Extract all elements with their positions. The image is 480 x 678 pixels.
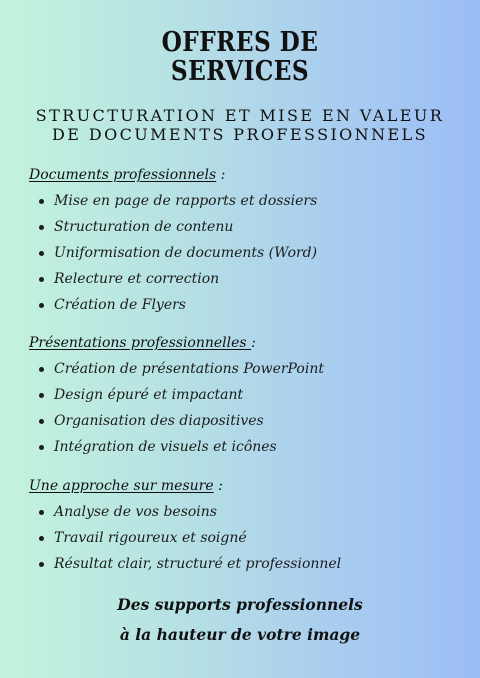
bullet-icon xyxy=(39,419,44,424)
list-presentations xyxy=(39,360,324,464)
bullet-icon xyxy=(39,510,44,515)
bullet-icon xyxy=(39,445,44,450)
bullet-icon xyxy=(39,536,44,541)
list-item xyxy=(39,296,317,322)
bullet-icon xyxy=(39,562,44,567)
list-item xyxy=(39,192,317,218)
closing-line-1: Des supports professionnels xyxy=(117,595,363,614)
section-heading-text: Présentations professionnelles xyxy=(29,335,252,351)
bullet-icon xyxy=(39,367,44,372)
section-heading-text: Une approche sur mesure xyxy=(29,478,214,494)
section-heading-colon: : xyxy=(251,335,256,351)
section-heading-colon: : xyxy=(213,478,223,494)
list-documents xyxy=(39,192,317,322)
list-item xyxy=(39,555,341,581)
list-item-text: Relecture et correction xyxy=(54,271,220,287)
list-item-text: Uniformisation de documents (Word) xyxy=(54,245,318,261)
list-item xyxy=(39,438,324,464)
list-item xyxy=(39,360,324,386)
list-item-text: Structuration de contenu xyxy=(54,219,234,235)
list-item xyxy=(39,412,324,438)
list-item-text: Intégration de visuels et icônes xyxy=(54,439,277,455)
list-approach xyxy=(39,503,341,581)
list-item xyxy=(39,218,317,244)
list-item xyxy=(39,244,317,270)
list-item-text: Travail rigoureux et soigné xyxy=(54,530,247,546)
list-item-text: Création de présentations PowerPoint xyxy=(54,361,324,377)
list-item xyxy=(39,529,341,555)
section-heading-approach xyxy=(29,477,223,495)
section-heading-presentations xyxy=(29,334,256,352)
closing-line-2: à la hauteur de votre image xyxy=(119,625,361,644)
bullet-icon xyxy=(39,303,44,308)
list-item-text: Design épuré et impactant xyxy=(54,387,244,403)
list-item-text: Analyse de vos besoins xyxy=(54,504,217,520)
list-item-text: Mise en page de rapports et dossiers xyxy=(54,193,318,209)
bullet-icon xyxy=(39,393,44,398)
page-title-line-2: SERVICES xyxy=(170,56,310,87)
subtitle-line-1: STRUCTURATION ET MISE EN VALEUR xyxy=(35,106,445,125)
subtitle-line-2: DE DOCUMENTS PROFESSIONNELS xyxy=(52,125,428,144)
list-item xyxy=(39,270,317,296)
list-item xyxy=(39,386,324,412)
section-heading-documents xyxy=(29,166,225,184)
bullet-icon xyxy=(39,277,44,282)
page-title-line-1: OFFRES DE xyxy=(161,27,319,58)
section-heading-colon: : xyxy=(216,167,226,183)
list-item xyxy=(39,503,341,529)
list-item-text: Organisation des diapositives xyxy=(54,413,264,429)
section-heading-text: Documents professionnels xyxy=(29,167,217,183)
list-item-text: Création de Flyers xyxy=(54,297,186,313)
list-item-text: Résultat clair, structuré et professionnel xyxy=(54,556,342,572)
bullet-icon xyxy=(39,199,44,204)
bullet-icon xyxy=(39,225,44,230)
bullet-icon xyxy=(39,251,44,256)
